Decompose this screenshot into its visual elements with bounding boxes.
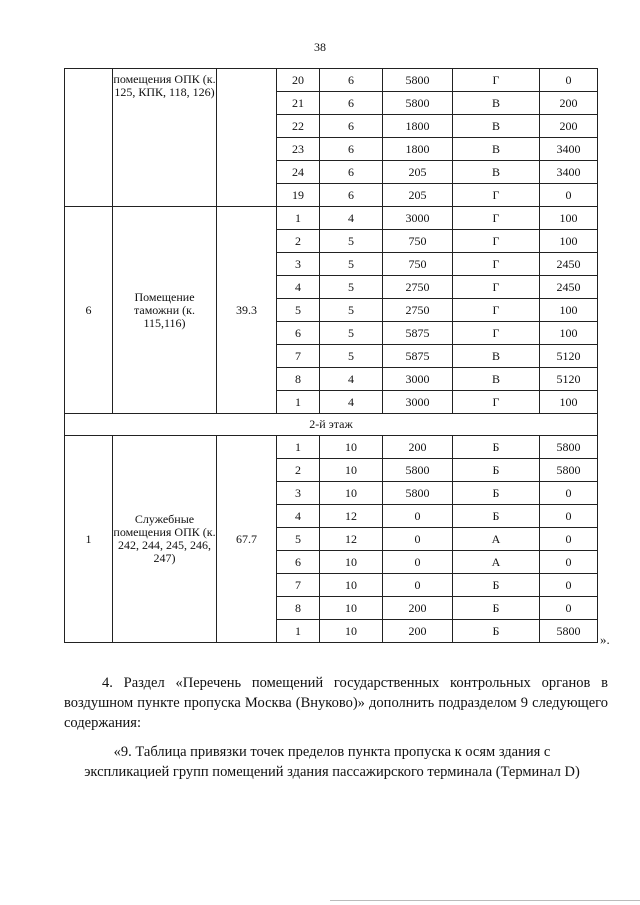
area-cell: 67.7	[217, 436, 277, 643]
table-cell: 2750	[383, 276, 453, 299]
table-cell: 5800	[383, 482, 453, 505]
table-cell: 7	[277, 345, 320, 368]
table-cell: 200	[540, 92, 598, 115]
table-cell: Г	[453, 276, 540, 299]
table-cell: 5800	[383, 459, 453, 482]
table-cell: 2	[277, 230, 320, 253]
table-cell: 2750	[383, 299, 453, 322]
table-cell: 1	[277, 391, 320, 414]
table-cell: А	[453, 528, 540, 551]
footer-divider	[330, 900, 640, 901]
table-cell: В	[453, 115, 540, 138]
table-cell: 7	[277, 574, 320, 597]
area-cell: 39.3	[217, 207, 277, 414]
room-name-cell: Помещение таможни (к. 115,116)	[113, 207, 217, 414]
table-cell: 200	[383, 597, 453, 620]
table-cell: 8	[277, 597, 320, 620]
table-cell: 10	[320, 620, 383, 643]
table-cell: 0	[540, 482, 598, 505]
table-cell: 200	[383, 620, 453, 643]
table-cell: 5120	[540, 368, 598, 391]
table-cell: 3400	[540, 138, 598, 161]
table-cell: 3000	[383, 391, 453, 414]
table-row	[65, 436, 598, 459]
table-cell: 3	[277, 253, 320, 276]
table-cell: 750	[383, 230, 453, 253]
page-number: 38	[314, 40, 326, 54]
table-cell: 100	[540, 322, 598, 345]
table-cell: 6	[320, 161, 383, 184]
table-cell: 3000	[383, 207, 453, 230]
axis-binding-table	[64, 68, 598, 643]
closing-quote: ».	[600, 632, 610, 647]
table-cell: 100	[540, 299, 598, 322]
table-cell: В	[453, 368, 540, 391]
table-cell: 6	[277, 551, 320, 574]
table-cell: 5800	[540, 459, 598, 482]
table-cell: 0	[540, 69, 598, 92]
paragraph-section-4: 4. Раздел «Перечень помещений государственных контрольных органов в воздушном пункте пропуска Москва (Внуково)» дополнить подразделом 9 следующего содержания:	[64, 675, 608, 731]
table-row	[65, 207, 598, 230]
floor-row	[65, 414, 598, 436]
table-cell: 205	[383, 184, 453, 207]
table-cell: 6	[320, 92, 383, 115]
table-cell: 6	[320, 138, 383, 161]
table-cell: 5	[320, 299, 383, 322]
table-cell: 10	[320, 436, 383, 459]
table-cell: 100	[540, 207, 598, 230]
table-cell: 4	[320, 368, 383, 391]
table-cell: 12	[320, 528, 383, 551]
table-cell: 5	[320, 253, 383, 276]
table-cell: Г	[453, 230, 540, 253]
table-row	[65, 69, 598, 92]
room-name-cell: помещения ОПК (к. 125, КПК, 118, 126)	[113, 69, 217, 207]
table-cell: 5800	[540, 620, 598, 643]
table-cell: Б	[453, 574, 540, 597]
table-cell: Г	[453, 299, 540, 322]
table-cell: 24	[277, 161, 320, 184]
table-cell: 5875	[383, 322, 453, 345]
table-cell: 10	[320, 597, 383, 620]
table-cell: 0	[540, 528, 598, 551]
table-cell: 200	[383, 436, 453, 459]
table-cell: 2450	[540, 276, 598, 299]
table-cell: 4	[277, 505, 320, 528]
room-name-cell: Служебные помещения ОПК (к. 242, 244, 245, 246, 247)	[113, 436, 217, 643]
table-cell: 10	[320, 551, 383, 574]
table-cell: В	[453, 345, 540, 368]
table-cell: 8	[277, 368, 320, 391]
table-cell: 20	[277, 69, 320, 92]
table-cell: 205	[383, 161, 453, 184]
table-cell: 10	[320, 574, 383, 597]
table-cell: 5	[277, 299, 320, 322]
table-cell: Г	[453, 207, 540, 230]
table-cell: 100	[540, 230, 598, 253]
table-cell: Б	[453, 436, 540, 459]
table-cell: 5875	[383, 345, 453, 368]
table-cell: 5	[320, 230, 383, 253]
table-cell: 4	[277, 276, 320, 299]
table-cell: 22	[277, 115, 320, 138]
table-cell: 3	[277, 482, 320, 505]
table-cell: 0	[540, 574, 598, 597]
table-cell: 6	[320, 184, 383, 207]
table-cell: 200	[540, 115, 598, 138]
table-cell: 0	[540, 551, 598, 574]
table-cell: 5	[277, 528, 320, 551]
table-cell: 5	[320, 276, 383, 299]
table-cell: Г	[453, 391, 540, 414]
table-cell: А	[453, 551, 540, 574]
table-cell: 5800	[383, 92, 453, 115]
table-cell: 2450	[540, 253, 598, 276]
table-cell: В	[453, 92, 540, 115]
table-cell: 0	[540, 505, 598, 528]
table-cell: 1	[277, 436, 320, 459]
table-cell: Б	[453, 482, 540, 505]
table-body	[65, 69, 598, 643]
table-cell: 1800	[383, 115, 453, 138]
table-cell: 4	[320, 207, 383, 230]
table-cell: 750	[383, 253, 453, 276]
table-cell: Г	[453, 184, 540, 207]
table-cell: 5120	[540, 345, 598, 368]
table-cell: 6	[277, 322, 320, 345]
table-cell: 2	[277, 459, 320, 482]
table-cell: В	[453, 161, 540, 184]
table-cell: 21	[277, 92, 320, 115]
table-cell: 5800	[540, 436, 598, 459]
table-cell: 5	[320, 345, 383, 368]
table-cell: 0	[540, 597, 598, 620]
table-cell: 12	[320, 505, 383, 528]
area-cell	[217, 69, 277, 207]
table-cell: 1800	[383, 138, 453, 161]
table-cell: Г	[453, 322, 540, 345]
table-cell: 0	[383, 528, 453, 551]
table-cell: Г	[453, 69, 540, 92]
table-cell: 10	[320, 459, 383, 482]
table-cell: 0	[383, 505, 453, 528]
table-cell: 3000	[383, 368, 453, 391]
group-number-cell: 1	[65, 436, 113, 643]
table-cell: 1	[277, 207, 320, 230]
floor-label: 2-й этаж	[65, 414, 598, 436]
table-cell: 100	[540, 391, 598, 414]
group-number-cell: 6	[65, 207, 113, 414]
group-number-cell	[65, 69, 113, 207]
table-cell: 5800	[383, 69, 453, 92]
table-cell: Г	[453, 253, 540, 276]
table-cell: 0	[540, 184, 598, 207]
table-cell: В	[453, 138, 540, 161]
table-cell: Б	[453, 505, 540, 528]
table-cell: 3400	[540, 161, 598, 184]
table-cell: 6	[320, 69, 383, 92]
table-cell: 10	[320, 482, 383, 505]
table-cell: 19	[277, 184, 320, 207]
table-cell: 6	[320, 115, 383, 138]
table-cell: 23	[277, 138, 320, 161]
table-cell: 5	[320, 322, 383, 345]
table-cell: 4	[320, 391, 383, 414]
table-cell: Б	[453, 459, 540, 482]
table-cell: Б	[453, 597, 540, 620]
table-cell: 0	[383, 574, 453, 597]
table-cell: Б	[453, 620, 540, 643]
table-cell: 0	[383, 551, 453, 574]
paragraph-table-9-title: «9. Таблица привязки точек пределов пункта пропуска к осям здания с экспликацией групп помещений здания пассажирского терминала (Терминал D)	[84, 744, 580, 780]
table-cell: 1	[277, 620, 320, 643]
